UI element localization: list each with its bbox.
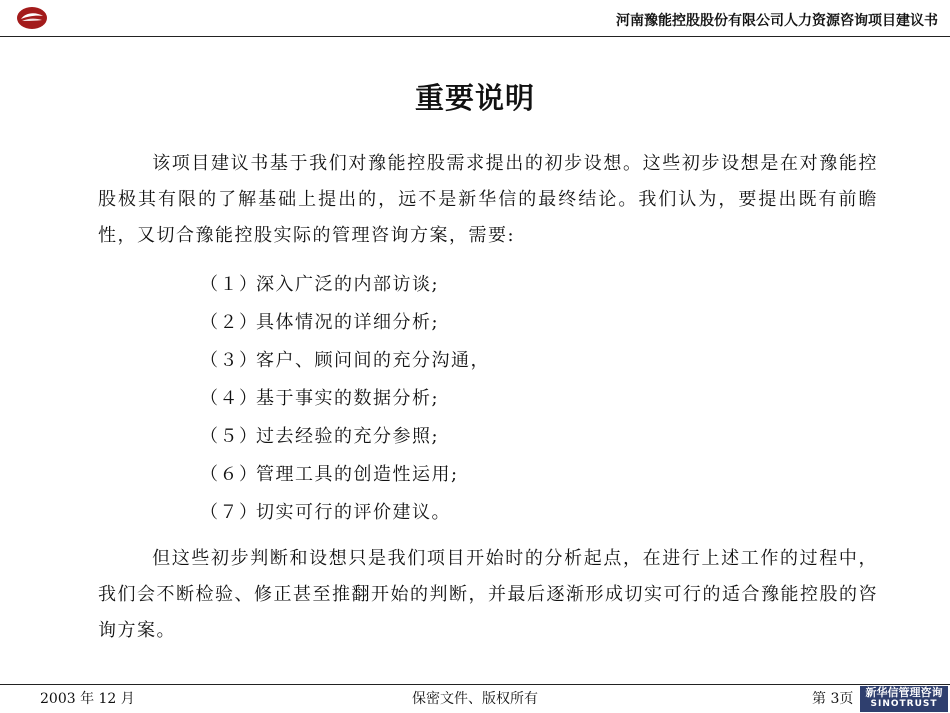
list-item-text: 过去经验的充分参照;	[256, 426, 440, 447]
brand-name-en: SINOTRUST	[870, 699, 938, 709]
company-logo-icon	[16, 6, 48, 30]
list-item-number: （７）	[200, 502, 259, 523]
list-item	[200, 418, 490, 456]
page-number: 第 3页	[812, 691, 854, 707]
list-item-number: （５）	[200, 426, 259, 447]
page-title: 重要说明	[414, 81, 535, 115]
list-item	[200, 380, 490, 418]
list-item-number: （２）	[200, 312, 259, 333]
list-item-number: （６）	[200, 464, 259, 485]
list-item-number: （４）	[200, 388, 259, 409]
list-item-text: 具体情况的详细分析;	[256, 312, 440, 333]
brand-name-cn: 新华信管理咨询	[865, 686, 943, 699]
conclusion-paragraph	[98, 541, 878, 649]
list-item-number: （３）	[200, 350, 259, 371]
footer-confidential-notice: 保密文件、版权所有	[412, 691, 538, 707]
intro-paragraph-text: 该项目建议书基于我们对豫能控股需求提出的初步设想。这些初步设想是在对豫能控股极其有限的了解基础上提出的，远不是新华信的最终结论。我们认为，要提出既有前瞻性，又切合豫能控股实际的管理咨询方案，需要:	[98, 153, 878, 246]
list-item	[200, 456, 490, 494]
list-item-text: 基于事实的数据分析;	[256, 388, 440, 409]
list-item	[200, 266, 490, 304]
list-item	[200, 494, 490, 532]
brand-logo	[860, 686, 948, 712]
footer-divider	[0, 684, 950, 685]
list-item	[200, 342, 490, 380]
list-item-number: （１）	[200, 274, 259, 295]
list-item-text: 深入广泛的内部访谈;	[256, 274, 440, 295]
footer-date: 2003 年 12 月	[40, 691, 135, 707]
conclusion-paragraph-text: 但这些初步判断和设想只是我们项目开始时的分析起点，在进行上述工作的过程中，我们会不断检验、修正甚至推翻开始的判断，并最后逐渐形成切实可行的适合豫能控股的咨询方案。	[98, 548, 878, 641]
list-item-text: 客户、顾问间的充分沟通，	[256, 350, 490, 371]
intro-paragraph	[98, 146, 878, 254]
requirements-list	[200, 266, 490, 532]
list-item-text: 切实可行的评价建议。	[256, 502, 451, 523]
list-item	[200, 304, 490, 342]
header-divider	[0, 36, 950, 37]
document-header-title: 河南豫能控股股份有限公司人力资源咨询项目建议书	[616, 13, 938, 29]
list-item-text: 管理工具的创造性运用;	[256, 464, 459, 485]
